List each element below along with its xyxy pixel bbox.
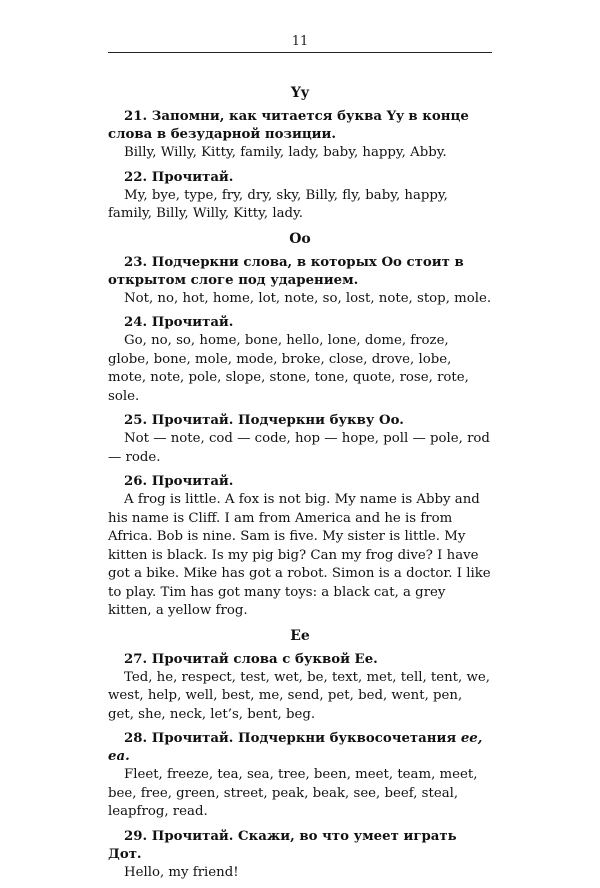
exercise-21 (108, 108, 492, 163)
exercise-26-title: 26. Прочитай. (124, 474, 234, 489)
exercise-28 (108, 730, 492, 822)
exercise-28-title-text: 28. Прочитай. Подчеркни буквосочетания (124, 731, 461, 746)
exercise-24-title: 24. Прочитай. (124, 315, 234, 330)
exercise-26-text: A frog is little. A fox is not big. My name is Abby and his name is Cliff. I am from America and he is from Africa. Bob is nine. Sam is five. My sister is little. My kitten is black. Is my pig big? Can my frog dive? I have got a bike. Mike has got a robot. Simon is a doctor. I like to play. Tim has got many toys: a black cat, a grey kitten, a yellow frog. (108, 492, 491, 618)
exercise-21-title: 21. Запомни, как читается буква Yy в конце слова в безударной позиции. (108, 109, 469, 142)
exercise-29-title: 29. Прочитай. Скажи, во что умеет играть Дот. (108, 828, 457, 862)
exercise-25 (108, 412, 492, 467)
exercise-21-text: Billy, Willy, Kitty, family, lady, baby, happy, Abby. (124, 145, 447, 160)
exercise-28-title-italic: ee, ea. (108, 731, 483, 764)
exercise-25-title: 25. Прочитай. Подчеркни букву Oo. (124, 413, 404, 428)
page-number: 11 (291, 34, 309, 49)
exercise-27 (108, 651, 492, 725)
exercise-22-title: 22. Прочитай. (124, 169, 234, 185)
section-heading-e: Ee (290, 627, 310, 644)
exercise-27-title: 27. Прочитай слова с буквой Ee. (124, 651, 378, 667)
exercise-24-text: Go, no, so, home, bone, hello, lone, dome, froze, globe, bone, mole, mode, broke, close, drove, lobe, mote, note, pole, slope, stone, tone, quote, rose, rote, sole. (108, 333, 469, 404)
exercise-29-text: Hello, my friend! (124, 864, 239, 880)
exercise-27-text: Ted, he, respect, test, wet, be, text, met, tell, tent, we, west, help, well, best, me, send, pet, bed, went, pen, get, she, neck, let’s, bent, beg. (108, 669, 490, 722)
exercise-22 (108, 169, 492, 224)
exercise-28-title (108, 730, 492, 766)
exercise-29 (108, 828, 492, 883)
exercise-22-text: My, bye, type, fry, dry, sky, Billy, fly, baby, happy, family, Billy, Willy, Kitty, lady. (108, 187, 448, 221)
exercise-23 (108, 254, 492, 309)
exercise-23-text: Not, no, hot, home, lot, note, so, lost, note, stop, mole. (124, 290, 492, 306)
exercise-28-text: Fleet, freeze, tea, sea, tree, been, meet, team, meet, bee, free, green, street, peak, beak, see, beef, steal, leapfrog, read. (108, 767, 478, 819)
exercise-25-text: Not — note, cod — code, hop — hope, poll — pole, rod — rode. (108, 431, 490, 465)
page-content (108, 84, 492, 888)
exercise-23-title: 23. Подчеркни слова, в которых Oo стоит в открытом слоге под ударением. (108, 254, 464, 288)
exercise-26 (108, 473, 492, 621)
header-rule (108, 52, 492, 53)
section-heading-o: Oo (289, 230, 311, 247)
section-heading-y: Yy (290, 85, 310, 101)
exercise-24 (108, 314, 492, 406)
